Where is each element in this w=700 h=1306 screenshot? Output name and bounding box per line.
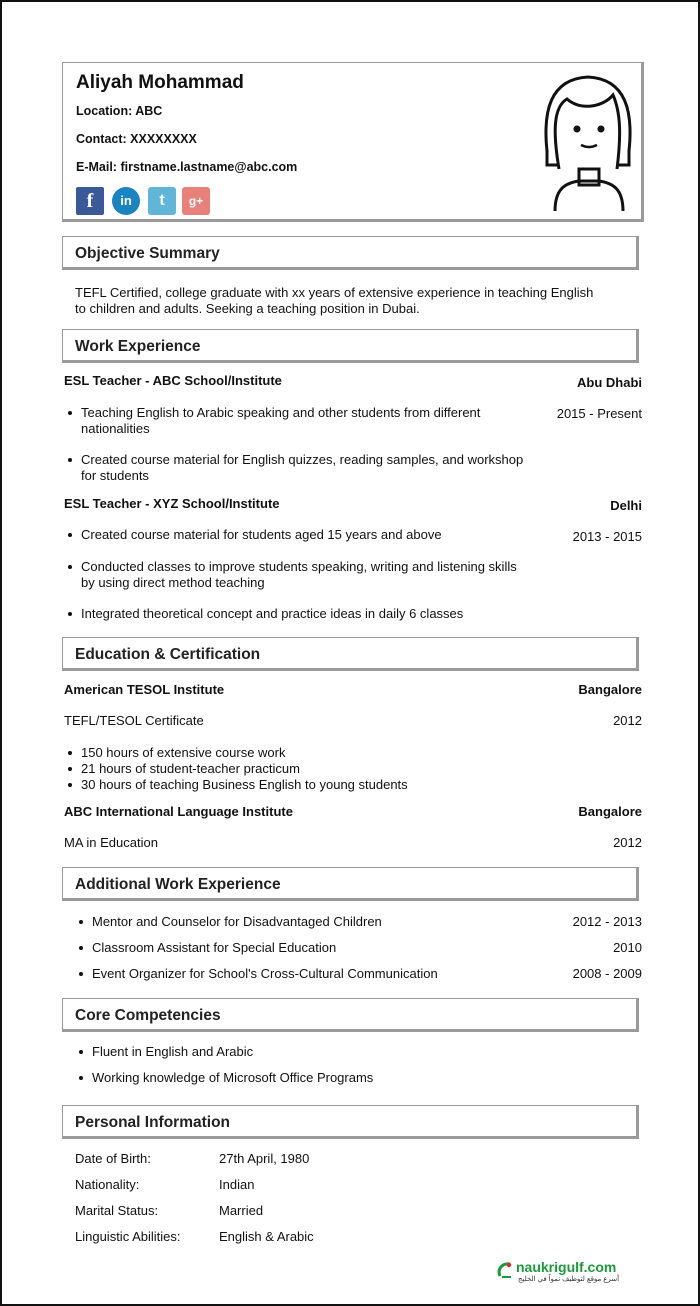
list-item	[81, 452, 523, 484]
item-dates: 2008 - 2009	[572, 966, 642, 981]
job-dates: 2015 - Present	[556, 406, 642, 421]
list-item: 30 hours of teaching Business English to young students	[81, 777, 408, 792]
list-item-line: Conducted classes to improve students speaking, writing and listening skills	[81, 559, 517, 574]
list-item: 150 hours of extensive course work	[81, 745, 286, 760]
brand-tagline: أسرع موقع لتوظيف نمواً في الخليج	[518, 1276, 620, 1283]
contact-line: Contact: XXXXXXXX	[76, 132, 197, 146]
facebook-glyph: f	[86, 190, 94, 212]
list-item: 21 hours of student-teacher practicum	[81, 761, 300, 776]
avatar-icon	[541, 73, 635, 213]
section-title: Personal Information	[75, 1114, 231, 1131]
location-line: Location: ABC	[76, 104, 163, 118]
personal-label: Nationality:	[75, 1177, 140, 1192]
candidate-name: Aliyah Mohammad	[76, 72, 244, 93]
personal-value: Married	[219, 1203, 264, 1218]
list-item: Working knowledge of Microsoft Office Programs	[92, 1070, 374, 1085]
section-core-competencies	[62, 998, 639, 1032]
twitter-glyph: t	[159, 192, 165, 209]
job-dates: 2013 - 2015	[572, 529, 642, 544]
section-additional-experience	[62, 867, 639, 901]
credential-year: 2012	[613, 713, 642, 728]
personal-value: 27th April, 1980	[219, 1151, 310, 1166]
google-plus-glyph: g+	[188, 194, 204, 208]
item-dates: 2012 - 2013	[572, 914, 642, 929]
personal-label: Linguistic Abilities:	[75, 1229, 181, 1244]
header-card	[62, 62, 644, 222]
section-title: Core Competencies	[75, 1007, 221, 1024]
section-title: Work Experience	[75, 338, 201, 355]
section-title: Education & Certification	[75, 646, 261, 663]
section-education	[62, 637, 639, 671]
institute-name: ABC International Language Institute	[64, 804, 293, 819]
list-item: Classroom Assistant for Special Education	[92, 940, 337, 955]
credential-year: 2012	[613, 835, 642, 850]
list-item-line: Created course material for English quizzes, reading samples, and workshop	[81, 452, 524, 467]
list-item: Mentor and Counselor for Disadvantaged Children	[92, 914, 382, 929]
linkedin-glyph: in	[120, 193, 132, 208]
personal-value: English & Arabic	[219, 1229, 314, 1244]
linkedin-icon[interactable]	[112, 187, 140, 215]
list-item-line: nationalities	[81, 421, 150, 436]
objective-line-2: to children and adults. Seeking a teaching position in Dubai.	[75, 301, 420, 316]
section-personal-information	[62, 1105, 639, 1139]
credential: TEFL/TESOL Certificate	[64, 713, 204, 728]
institute-location: Bangalore	[578, 804, 642, 819]
item-dates: 2010	[613, 940, 642, 955]
list-item	[81, 606, 463, 622]
credential: MA in Education	[64, 835, 158, 850]
job-location: Abu Dhabi	[577, 375, 642, 390]
list-item-line: for students	[81, 468, 149, 483]
institute-name: American TESOL Institute	[64, 682, 225, 697]
email-line: E-Mail: firstname.lastname@abc.com	[76, 160, 298, 174]
list-item-line: Created course material for students aged 15 years and above	[81, 527, 442, 542]
brand-name: naukrigulf.com	[516, 1259, 617, 1275]
personal-label: Marital Status:	[75, 1203, 159, 1218]
personal-label: Date of Birth:	[75, 1151, 151, 1166]
list-item	[81, 405, 480, 437]
section-objective	[62, 236, 639, 270]
institute-location: Bangalore	[578, 682, 642, 697]
list-item	[81, 559, 517, 591]
section-title: Additional Work Experience	[75, 876, 281, 893]
section-work-experience	[62, 329, 639, 363]
naukrigulf-logo[interactable]	[496, 1259, 646, 1289]
job-role: ESL Teacher - XYZ School/Institute	[64, 496, 280, 511]
job-location: Delhi	[610, 498, 642, 513]
section-title: Objective Summary	[75, 245, 220, 262]
twitter-icon[interactable]	[148, 187, 176, 215]
job-role: ESL Teacher - ABC School/Institute	[64, 373, 282, 388]
google-plus-icon[interactable]	[182, 187, 210, 215]
personal-value: Indian	[219, 1177, 255, 1192]
naukrigulf-logo-icon	[496, 1261, 514, 1279]
facebook-icon[interactable]	[76, 187, 104, 215]
list-item-line: Integrated theoretical concept and practice ideas in daily 6 classes	[81, 606, 464, 621]
list-item	[81, 527, 442, 543]
list-item: Event Organizer for School's Cross-Cultural Communication	[92, 966, 438, 981]
list-item-line: by using direct method teaching	[81, 575, 265, 590]
objective-line-1: TEFL Certified, college graduate with xx years of extensive experience in teaching English	[75, 285, 594, 300]
list-item-line: Teaching English to Arabic speaking and other students from different	[81, 405, 481, 420]
list-item: Fluent in English and Arabic	[92, 1044, 254, 1059]
